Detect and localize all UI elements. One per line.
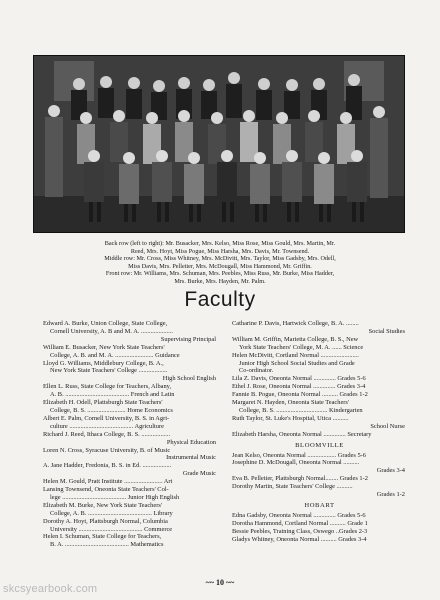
faculty-entry-line: Margaret N. Hayden, Oneonta State Teachers' [232,399,350,407]
caption-line: Front row: Mr. Williams, Mrs. Schuman, Mrs. Peebles, Miss Russ, Mr. Burke, Miss Hadder, [105,270,335,278]
faculty-entry-line: William M. Griffin, Marietta College, B. S., New [232,335,359,343]
faculty-entry-line: Lila Z. Davis, Oneonta Normal .............. Grades 5-6 [232,375,366,383]
faculty-entry-line: lege ........................................ Junior High English [50,493,180,501]
faculty-entry-line: Co-ordinator. [239,367,274,375]
faculty-entry-line: Josephine D. McDougall, Oneonta Normal .......... [232,459,360,467]
faculty-entry-line: Edna Gadsby, Oneonta Normal .............. Grades 5-6 [232,511,366,519]
faculty-entry-line: A. B. ........................................ French and Latin [50,391,175,399]
caption-line: Back row (left to right): Mr. Busacker, Mrs. Kelso, Miss Rose, Miss Gould, Mrs. Martin, Mr. [104,240,336,247]
caption-line: Middle row: Mr. Cross, Miss Whitney, Mrs. McDivitt, Mrs. Taylor, Miss Gadsby, Mrs. Odell, [104,255,336,263]
faculty-entry-line: College, A. B. and M. A. ........................ Guidance [50,351,180,359]
caption-line: Miss Davis, Mrs. Pelletier, Mrs. McDougall, Miss Hammond, Mr. Griffin. [128,262,312,270]
faculty-entry-line: Grades 3-4 [376,467,405,475]
faculty-entry-line: School Nurse [370,422,405,430]
faculty-entry-line: Helen I. Schuman, State College for Teachers, [43,533,162,541]
faculty-entry-line: College, B. S. ................................ Kindergarten [239,406,363,414]
faculty-entry-line: Jean Kelso, Oneonta Normal .................. Grades 5-6 [232,451,366,459]
faculty-entry-line: Gladys Whitney, Oneonta Normal .......... Grades 3-4 [232,535,367,543]
faculty-entry-line: Ethel J. Rose, Oneonta Normal .............. Grades 3-4 [232,383,366,391]
faculty-list-right [232,320,407,543]
faculty-entry-line: Instrumental Music [166,454,216,462]
faculty-entry-line: Fannie B. Pogue, Oneonta Normal .......... Grades 1-2 [232,391,368,399]
faculty-entry-line: New York State Teachers' College .................. [50,367,168,375]
faculty-entry-line: Elizabeth H. Odell, Plattsburgh State Teachers' [43,399,163,407]
faculty-entry-line: Bessie Peebles, Training Class, Oswego ..Grades 2-3 [232,527,368,535]
section-heading-hobart: HOBART [304,501,335,509]
faculty-entry-line: Richard J. Reed, Ithaca College, B. S. .................. [43,430,171,438]
faculty-entry-line: College, B. S. ........................ Home Economics [50,406,173,414]
faculty-entry-line: Grade Music [182,470,216,478]
page-title: Faculty [184,288,256,311]
faculty-entry-line: Cornell University, A. B and M. A. .................... [50,327,173,335]
faculty-entry-line: Edward A. Burke, Union College, State College, [43,320,168,327]
faculty-entry-line: Elizabeth Harsha, Oneonta Normal .............. Secretary [232,430,372,438]
faculty-list-bloomville [232,452,407,499]
faculty-entry-line: Ruth Taylor, St. Luke's Hospital, Utica .......... [232,414,349,422]
faculty-entry-line: Eva B. Pelletier, Plattsburgh Normal........ Grades 1-2 [232,475,368,483]
faculty-entry-line: Elizabeth M. Burke, New York State Teachers' [43,501,162,509]
faculty-entry-line: B. A. ........................................ Mathematics [50,541,164,549]
page-number: ~~ 10 ~~ [205,578,235,587]
faculty-group-photo [33,55,405,233]
faculty-entry-line: Helen McDivitt, Cortland Normal ........................ [232,351,359,359]
faculty-entry-line: Dorothy Martin, State Teachers' College .......... [232,483,353,491]
section-heading-bloomville: BLOOMVILLE [295,441,344,449]
faculty-list-main [232,320,407,439]
faculty-entry-line: High School English [162,375,216,383]
faculty-entry-line: Albert E. Palm, Cornell University, B. S. in Agri- [43,414,170,422]
caption-line: Mrs. Burke, Mrs. Hayden, Mr. Palm. [174,277,266,285]
faculty-entry-line: Junior High School Social Studies and Grade [239,359,355,367]
faculty-entry-line: Lansing Townsend, Oneonta State Teachers' Col- [43,486,169,494]
faculty-entry-line: Social Studies [368,327,405,335]
watermark: skcsyearbook.com [3,583,98,595]
faculty-entry-line: Physical Education [166,438,216,446]
faculty-entry-line: University ........................................ Commerce [50,525,173,533]
faculty-entry-line: Supervising Principal [160,335,216,343]
faculty-entry-line: A. Jane Hadder, Fredonia, B. S. in Ed. .................. [43,462,172,470]
faculty-entry-line: York State Teachers' College, M. A. ...... Science [239,343,364,351]
faculty-entry-line: Loren N. Cross, Syracuse University, B. of Music [43,446,171,454]
faculty-photo-figures [34,56,405,233]
faculty-entry-line: culture ........................................ Agriculture [50,422,164,430]
faculty-entry-line: Helen M. Gould, Pratt Institute ........................ Art [43,478,173,486]
faculty-entry-line: William E. Busacker, New York State Teachers' [43,343,165,351]
faculty-entry-line: Dorothy A. Hoyt, Plattsburgh Normal, Columbia [43,517,168,525]
faculty-entry-line: College, A. B. ........................................ Library [50,509,173,517]
faculty-entry-line: Dorotha Hammond, Cortland Normal .......... Grade 1 [232,519,368,527]
caption-line: Reed, Mrs. Hoyt, Miss Pogue, Miss Harsha, Mrs. Davis, Mr. Townsend. [130,247,310,255]
faculty-list-left [43,320,218,549]
faculty-entry-line: Grades 1-2 [376,491,405,499]
faculty-entry-line: Ellen L. Russ, State College for Teachers, Albany, [43,383,172,391]
faculty-list-hobart [232,512,407,544]
photo-caption [60,240,380,286]
faculty-entry-line: Catharine P. Davis, Hartwick College, B. A. ........ [232,320,359,327]
faculty-entry-line: Lloyd G. Williams, Middlebury College, B. A., [43,359,164,367]
